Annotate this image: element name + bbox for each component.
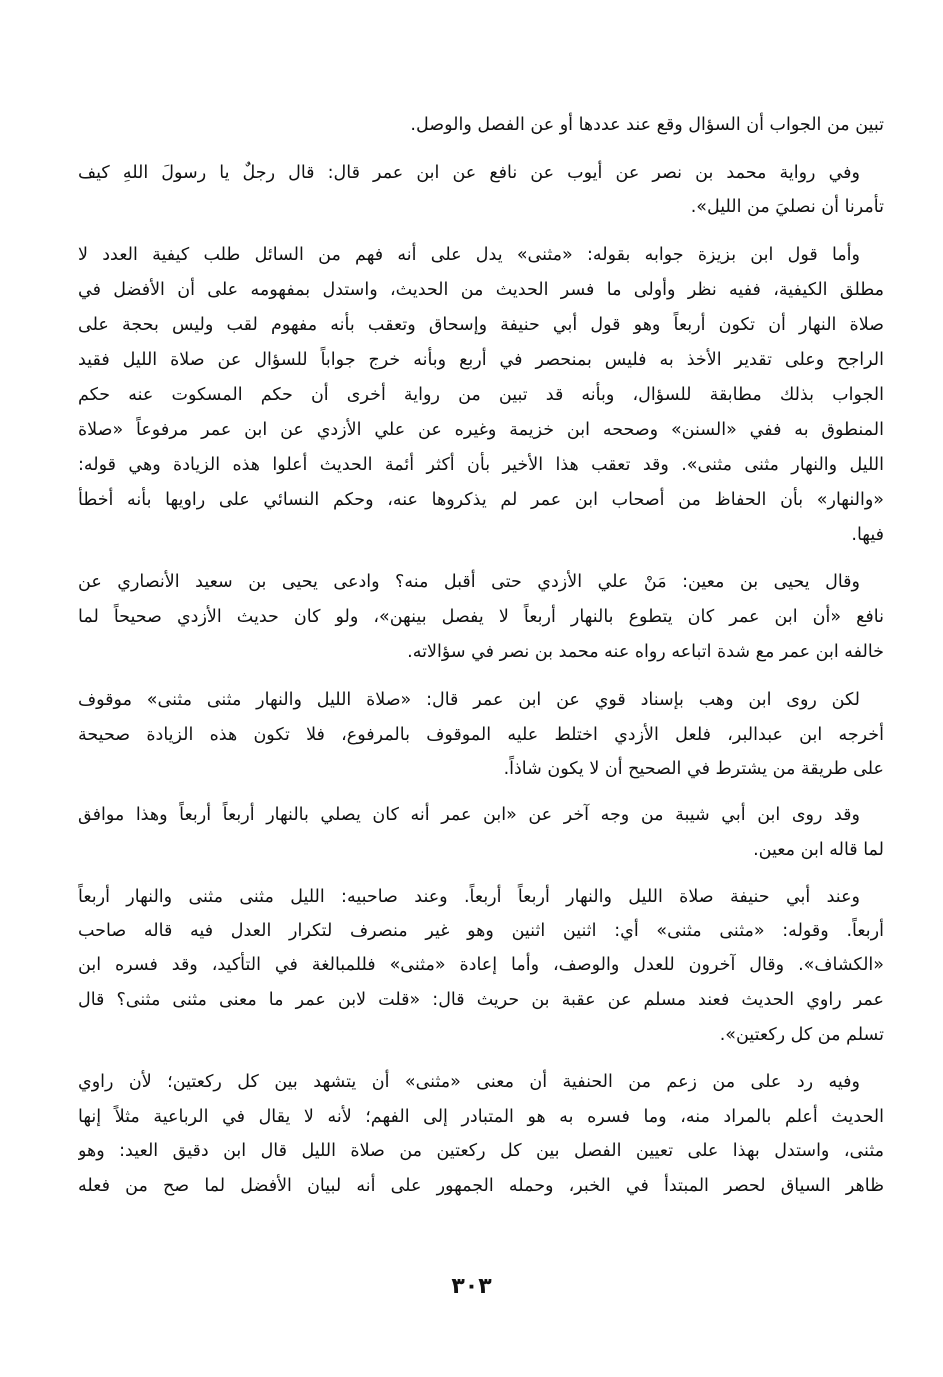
text-line: وعند أبي حنيفة صلاة الليل والنهار أربعاً أربعاً. وعند صاحبيه: الليل مثنى مثنى والنهار أربعاً [78, 887, 860, 907]
text-line: أخرجه ابن عبدالبر، فلعل الأزدي اختلط عليه الموقوف بالمرفوع، فلا تكون هذه الزيادة صحيحة [78, 725, 884, 745]
text-line: وفي رواية محمد بن نصر عن أيوب عن نافع عن ابن عمر قال: قال رجلٌ يا رسولَ اللهِ كيف [78, 163, 860, 183]
text-line: عمر راوي الحديث فعند مسلم عن عقبة بن حريث قال: «قلت لابن عمر ما معنى مثنى مثنى؟ قال [78, 990, 884, 1010]
text-line: الليل والنهار مثنى مثنى». وقد تعقب هذا الأخير بأن أكثر أئمة الحديث أعلوا هذه الزيادة وهي قوله: [78, 455, 884, 475]
text-line: وقد روى ابن أبي شيبة من وجه آخر عن «ابن عمر أنه كان يصلي بالنهار أربعاً أربعاً وهذا موافق [78, 805, 860, 825]
text-line: أربعاً. وقوله: «مثنى مثنى» أي: اثنين اثنين وهو غير منصرف لتكرار العدل فيه قاله صاحب [78, 921, 884, 941]
text-line: فيها. [851, 525, 884, 545]
page-number: ٣٠٣ [451, 1274, 492, 1299]
text-line: وفيه رد على من زعم من الحنفية أن معنى «مثنى» أن يتشهد بين كل ركعتين؛ لأن راوي [78, 1072, 860, 1092]
text-line: وقال يحيى بن معين: مَنْ علي الأزدي حتى أقبل منه؟ وادعى يحيى بن سعيد الأنصاري عن [78, 572, 860, 592]
text-line: وأما قول ابن بزيزة جوابه بقوله: «مثنى» يدل على أنه فهم من السائل طلب كيفية العدد لا [78, 245, 860, 265]
text-line: لما قاله ابن معين. [753, 840, 884, 860]
text-line: على طريقة من يشترط في الصحيح أن لا يكون شاذاً. [503, 759, 884, 779]
text-line: صلاة النهار أن تكون أربعاً وهو قول أبي حنيفة وإسحاق وتعقب بأنه مفهوم لقب وليس بحجة على [78, 315, 884, 335]
text-line: تأمرنا أن نصليَ من الليل». [690, 197, 884, 217]
text-line: نافع «أن ابن عمر كان يتطوع بالنهار أربعاً لا يفصل بينهن»، ولو كان حديث الأزدي صحيحاً لما [78, 607, 884, 627]
text-line: «والنهار» بأن الحفاظ من أصحاب ابن عمر لم يذكروها عنه، وحكم النسائي على راويها بأنه أخطأ [78, 490, 884, 510]
text-line: «الكشاف». وقال آخرون للعدل والوصف، وأما إعادة «مثنى» فللمبالغة في التأكيد، وقد فسره ابن [78, 955, 884, 975]
text-line: خالفه ابن عمر مع شدة اتباعه رواه عنه محمد بن نصر في سؤالاته. [407, 642, 884, 662]
text-line: تسلم من كل ركعتين». [719, 1025, 884, 1045]
text-line: تبين من الجواب أن السؤال وقع عند عددها أو عن الفصل والوصل. [410, 115, 884, 135]
text-line: لكن روى ابن وهب بإسناد قوي عن ابن عمر قال: «صلاة الليل والنهار مثنى مثنى» موقوف [78, 690, 860, 710]
text-line: الراجح وعلى تقدير الأخذ به فليس بمنحصر في أربع وبأنه خرج جواباً للسؤال عن صلاة الليل فقيد [78, 350, 884, 370]
text-line: الحديث أعلم بالمراد منه، وما فسره به هو المتبادر إلى الفهم؛ لأنه لا يقال في الرباعية مثلاً إنها [78, 1107, 884, 1127]
text-line: ظاهر السياق لحصر المبتدأ في الخبر، وحمله الجمهور على أنه لبيان الأفضل لما صح من فعله [78, 1176, 884, 1196]
text-line: المنطوق به ففي «السنن» وصححه ابن خزيمة وغيره عن علي الأزدي عن ابن عمر مرفوعاً «صلاة [78, 420, 884, 440]
text-line: الجواب بذلك مطابقة للسؤال، وبأنه قد تبين من رواية أخرى أن حكم المسكوت عنه حكم [78, 385, 884, 405]
text-line: مطلق الكيفية، ففيه نظر وأولى ما فسر الحديث من الحديث، واستدل بمفهومه على أن الأفضل في [78, 280, 884, 300]
text-line: مثنى، واستدل بهذا على تعيين الفصل بين كل ركعتين من صلاة الليل قال ابن دقيق العيد: وهو [78, 1141, 884, 1161]
